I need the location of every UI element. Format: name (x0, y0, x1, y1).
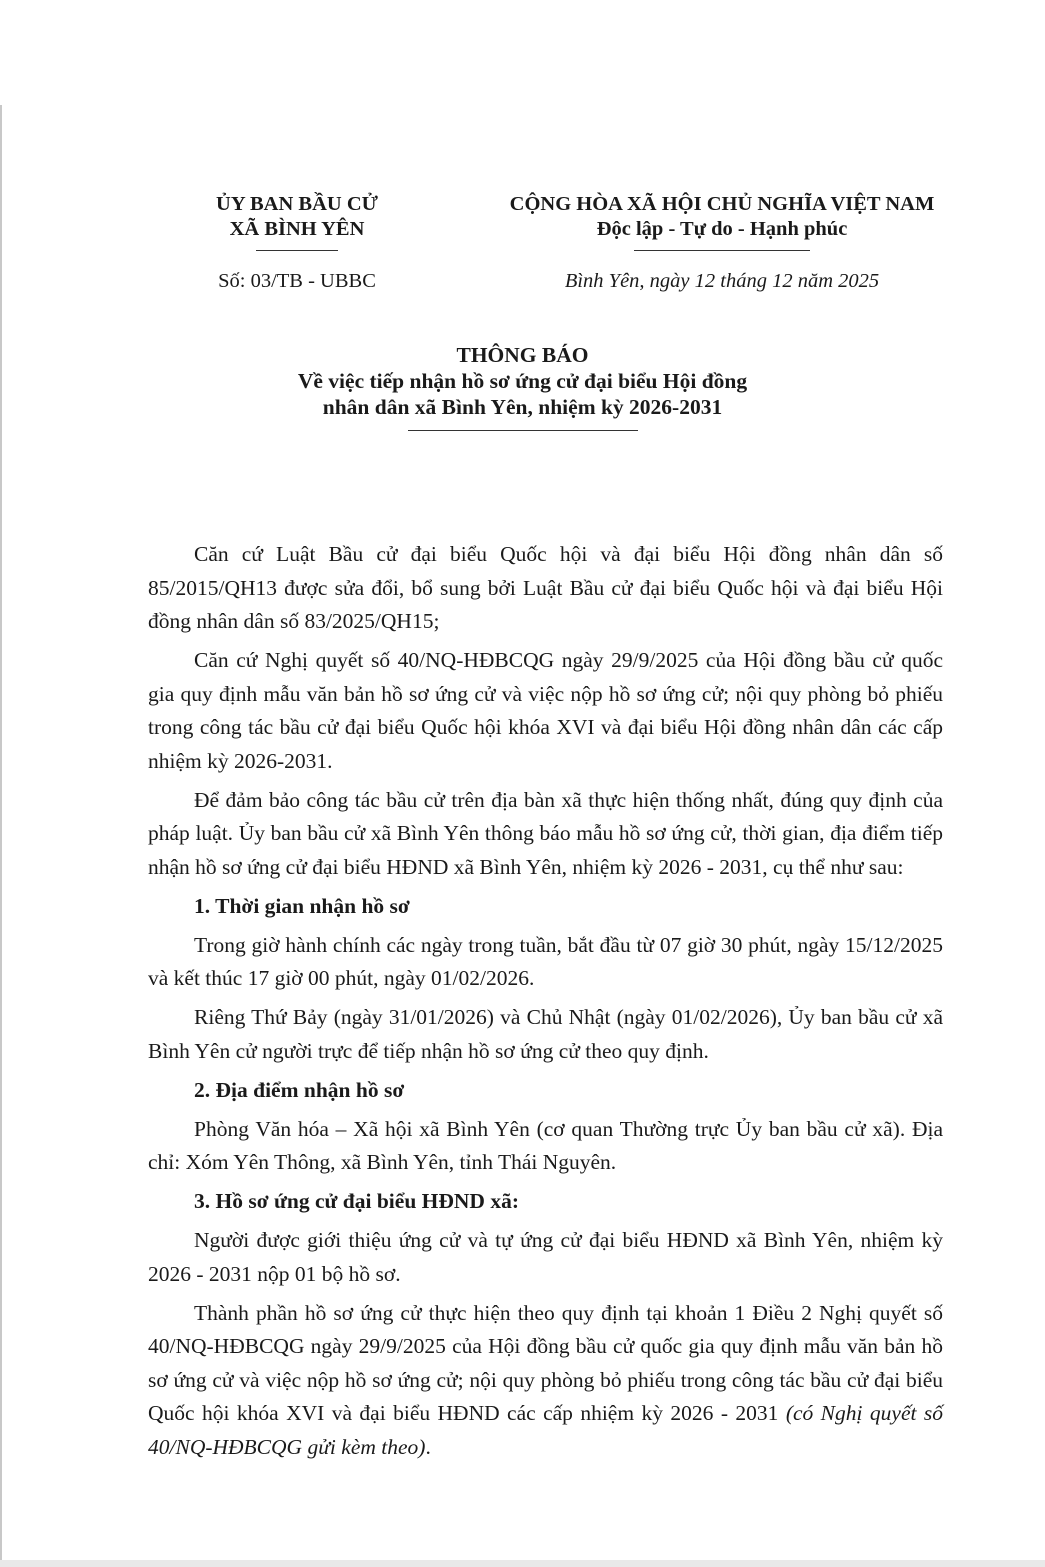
section-3-paragraph-2-text: Thành phần hồ sơ ứng cử thực hiện theo quy định tại khoản 1 Điều 2 Nghị quyết số 40/NQ-HĐBCQG ngày 29/9/2025 của Hội đồng bầu cử quốc gia quy định mẫu văn bản hồ sơ ứng cử và việc nộp hồ sơ ứng cử; nội quy phòng bỏ phiếu trong công tác bầu cử đại biểu Quốc hội khóa XVI và đại biểu HĐND các cấp nhiệm kỳ 2026 - 2031 (148, 1300, 943, 1425)
purpose-paragraph: Để đảm bảo công tác bầu cử trên địa bàn xã thực hiện thống nhất, đúng quy định của pháp luật. Ủy ban bầu cử xã Bình Yên thông báo mẫu hồ sơ ứng cử, thời gian, địa điểm tiếp nhận hồ sơ ứng cử đại biểu HĐND xã Bình Yên, nhiệm kỳ 2026 - 2031, cụ thể như sau: (148, 787, 943, 879)
section-3-paragraph-2-end: . (425, 1434, 431, 1459)
section-2-paragraph-1: Phòng Văn hóa – Xã hội xã Bình Yên (cơ quan Thường trực Ủy ban bầu cử xã). Địa chỉ: Xóm Yên Thông, xã Bình Yên, tỉnh Thái Nguyên. (148, 1116, 943, 1174)
authority-line-1: ỦY BAN BẦU CỬ (216, 193, 378, 215)
issuing-authority (170, 192, 424, 251)
legal-basis-paragraph-2: Căn cứ Nghị quyết số 40/NQ-HĐBCQG ngày 29/9/2025 của Hội đồng bầu cử quốc gia quy định mẫu văn bản hồ sơ ứng cử và việc nộp hồ sơ ứng cử; nội quy phòng bỏ phiếu trong công tác bầu cử đại biểu Quốc hội khóa XVI và đại biểu Hội đồng nhân dân các cấp nhiệm kỳ 2026-2031. (148, 648, 943, 773)
section-3-paragraph-2 (148, 1297, 943, 1465)
document-title-block (200, 342, 845, 431)
national-header (466, 192, 978, 251)
document-body (148, 538, 943, 1470)
national-motto: Độc lập - Tự do - Hạnh phúc (596, 218, 848, 240)
scan-edge-left (0, 105, 2, 1560)
legal-basis-paragraph-1: Căn cứ Luật Bầu cử đại biểu Quốc hội và đại biểu Hội đồng nhân dân số 85/2015/QH13 được sửa đổi, bổ sung bởi Luật Bầu cử đại biểu Quốc hội và đại biểu Hội đồng nhân dân số 83/2025/QH15; (148, 542, 943, 633)
document-title: THÔNG BÁO (456, 343, 589, 367)
section-1-paragraph-2: Riêng Thứ Bảy (ngày 31/01/2026) và Chủ Nhật (ngày 01/02/2026), Ủy ban bầu cử xã Bình Yên cử người trực để tiếp nhận hồ sơ ứng cử theo quy định. (148, 1005, 943, 1063)
authority-underline (256, 250, 338, 251)
section-3-paragraph-1: Người được giới thiệu ứng cử và tự ứng cử đại biểu HĐND xã Bình Yên, nhiệm kỳ 2026 - 2031 nộp 01 bộ hồ sơ. (148, 1228, 943, 1286)
document-number: Số: 03/TB - UBBC (218, 270, 376, 292)
scan-edge-bottom (0, 1560, 1045, 1567)
section-1-paragraph-1: Trong giờ hành chính các ngày trong tuần, bắt đầu từ 07 giờ 30 phút, ngày 15/12/2025 và kết thúc 17 giờ 00 phút, ngày 01/02/2026. (148, 932, 943, 990)
title-underline (408, 430, 638, 431)
attachment-note: (có Nghị quyết số 40/NQ-HĐBCQG gửi kèm theo) (148, 1401, 943, 1459)
document-subtitle-line-2: nhân dân xã Bình Yên, nhiệm kỳ 2026-2031 (322, 395, 723, 419)
document-subtitle-line-1: Về việc tiếp nhận hồ sơ ứng cử đại biểu Hội đồng (297, 369, 748, 393)
section-2-heading: 2. Địa điểm nhận hồ sơ (194, 1077, 405, 1102)
motto-underline (634, 250, 810, 251)
national-title: CỘNG HÒA XÃ HỘI CHỦ NGHĨA VIỆT NAM (509, 193, 935, 215)
section-3-heading: 3. Hồ sơ ứng cử đại biểu HĐND xã: (194, 1189, 519, 1213)
authority-line-2: XÃ BÌNH YÊN (229, 218, 365, 240)
section-1-heading: 1. Thời gian nhận hồ sơ (194, 893, 410, 918)
place-and-date: Bình Yên, ngày 12 tháng 12 năm 2025 (564, 270, 880, 292)
